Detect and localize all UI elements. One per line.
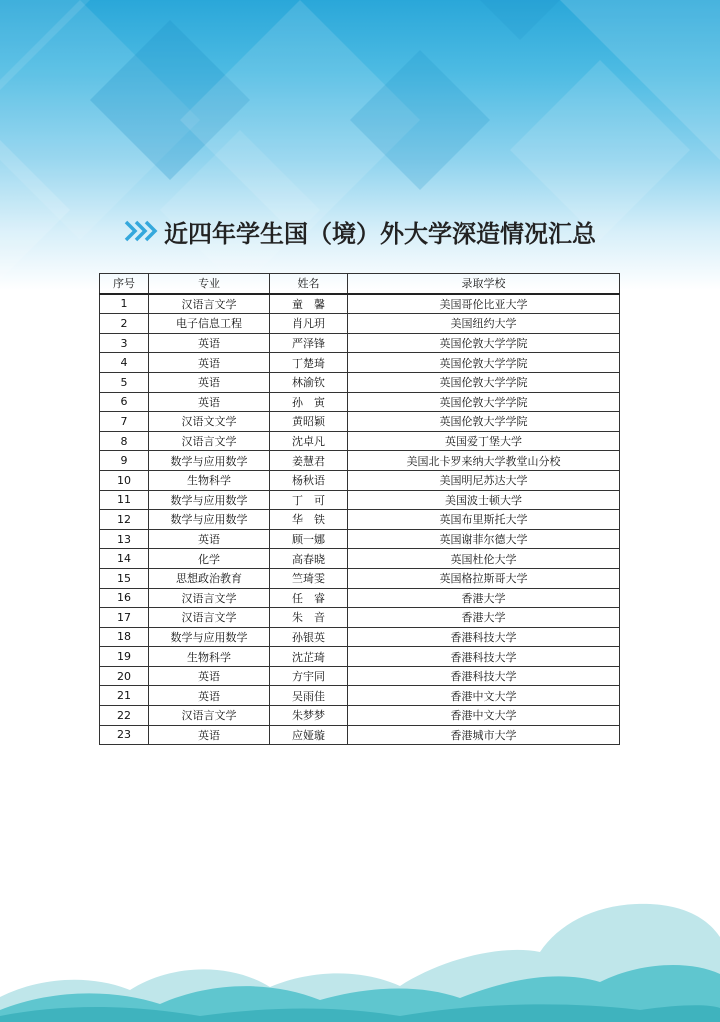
cell-school: 香港科技大学 [348,647,620,667]
cell-school: 香港中文大学 [348,686,620,706]
cell-index: 22 [100,706,149,726]
cell-index: 9 [100,451,149,471]
cell-name: 杨秋语 [270,470,348,490]
cell-major: 英语 [149,686,270,706]
table-row [100,549,620,569]
table-row [100,706,620,726]
cell-major: 数学与应用数学 [149,451,270,471]
cell-index: 15 [100,568,149,588]
cell-major: 汉语言文学 [149,431,270,451]
cell-major: 数学与应用数学 [149,510,270,530]
cell-major: 汉语文文学 [149,412,270,432]
cell-school: 英国杜伦大学 [348,549,620,569]
cell-name: 高春晓 [270,549,348,569]
cell-index: 18 [100,627,149,647]
table-row [100,608,620,628]
cell-name: 孙银英 [270,627,348,647]
cell-name: 方宇同 [270,666,348,686]
cell-major: 英语 [149,353,270,373]
cell-school: 英国伦敦大学学院 [348,372,620,392]
table-row [100,470,620,490]
cell-school: 香港大学 [348,608,620,628]
cell-major: 汉语言文学 [149,706,270,726]
cell-name: 朱 音 [270,608,348,628]
cell-school: 香港城市大学 [348,725,620,745]
cell-name: 竺琦雯 [270,568,348,588]
table-row [100,588,620,608]
cell-major: 电子信息工程 [149,314,270,334]
cell-index: 23 [100,725,149,745]
cell-major: 英语 [149,372,270,392]
table-row [100,647,620,667]
header-major: 专业 [149,274,270,294]
cell-index: 5 [100,372,149,392]
cell-name: 任 睿 [270,588,348,608]
cell-name: 孙 寅 [270,392,348,412]
cell-school: 英国伦敦大学学院 [348,353,620,373]
cell-index: 6 [100,392,149,412]
table-row [100,431,620,451]
cell-index: 16 [100,588,149,608]
cell-major: 汉语言文学 [149,608,270,628]
cell-index: 19 [100,647,149,667]
page-title: 近四年学生国（境）外大学深造情况汇总 [164,218,596,248]
cell-name: 顾一娜 [270,529,348,549]
table-body [100,294,620,745]
cell-school: 美国哥伦比亚大学 [348,294,620,314]
cell-major: 汉语言文学 [149,294,270,314]
cell-major: 英语 [149,392,270,412]
table-row [100,314,620,334]
cell-school: 英国谢菲尔德大学 [348,529,620,549]
cell-school: 英国格拉斯哥大学 [348,568,620,588]
table-row [100,490,620,510]
cell-school: 香港大学 [348,588,620,608]
cell-index: 14 [100,549,149,569]
admissions-table [99,273,620,745]
cell-index: 21 [100,686,149,706]
cell-index: 17 [100,608,149,628]
cell-index: 3 [100,333,149,353]
cell-major: 英语 [149,725,270,745]
cell-school: 英国伦敦大学学院 [348,412,620,432]
cell-school: 美国纽约大学 [348,314,620,334]
cell-name: 林渝钦 [270,372,348,392]
cell-name: 严泽锋 [270,333,348,353]
table-row [100,529,620,549]
cell-school: 英国布里斯托大学 [348,510,620,530]
cell-name: 应娅璇 [270,725,348,745]
chevron-arrows-icon [124,220,160,242]
cell-major: 数学与应用数学 [149,627,270,647]
cell-school: 英国爱丁堡大学 [348,431,620,451]
cell-index: 4 [100,353,149,373]
cell-index: 20 [100,666,149,686]
cell-name: 丁 可 [270,490,348,510]
cell-major: 英语 [149,333,270,353]
table-row [100,568,620,588]
cell-school: 香港中文大学 [348,706,620,726]
cell-index: 13 [100,529,149,549]
cell-school: 美国波士顿大学 [348,490,620,510]
cell-index: 1 [100,294,149,314]
table-row [100,451,620,471]
cell-name: 沈芷琦 [270,647,348,667]
cell-school: 香港科技大学 [348,627,620,647]
cell-index: 11 [100,490,149,510]
cell-school: 英国伦敦大学学院 [348,392,620,412]
cell-name: 朱梦梦 [270,706,348,726]
cell-name: 沈卓凡 [270,431,348,451]
cell-name: 姜慧君 [270,451,348,471]
cell-name: 肖凡玥 [270,314,348,334]
cell-index: 8 [100,431,149,451]
cell-school: 英国伦敦大学学院 [348,333,620,353]
cell-index: 12 [100,510,149,530]
header-index: 序号 [100,274,149,294]
table-row [100,686,620,706]
cell-major: 英语 [149,529,270,549]
cell-major: 思想政治教育 [149,568,270,588]
cell-school: 香港科技大学 [348,666,620,686]
cell-name: 童 馨 [270,294,348,314]
cell-school: 美国北卡罗来纳大学教堂山分校 [348,451,620,471]
table-row [100,725,620,745]
table-row [100,392,620,412]
cell-major: 英语 [149,666,270,686]
table-row [100,666,620,686]
table-row [100,510,620,530]
table-row [100,627,620,647]
header-school: 录取学校 [348,274,620,294]
table-row [100,353,620,373]
cell-index: 2 [100,314,149,334]
cell-major: 生物科学 [149,647,270,667]
table-header-row [100,274,620,294]
cell-name: 黄昭颖 [270,412,348,432]
header-name: 姓名 [270,274,348,294]
table-row [100,412,620,432]
title-block [0,214,720,248]
cell-school: 美国明尼苏达大学 [348,470,620,490]
cell-major: 生物科学 [149,470,270,490]
cell-major: 汉语言文学 [149,588,270,608]
table-row [100,372,620,392]
table-row [100,294,620,314]
cell-major: 数学与应用数学 [149,490,270,510]
cell-index: 7 [100,412,149,432]
cell-name: 华 铁 [270,510,348,530]
wave-footer [0,882,720,1022]
cell-index: 10 [100,470,149,490]
cell-major: 化学 [149,549,270,569]
cell-name: 丁楚琦 [270,353,348,373]
table-row [100,333,620,353]
cell-name: 吴雨佳 [270,686,348,706]
